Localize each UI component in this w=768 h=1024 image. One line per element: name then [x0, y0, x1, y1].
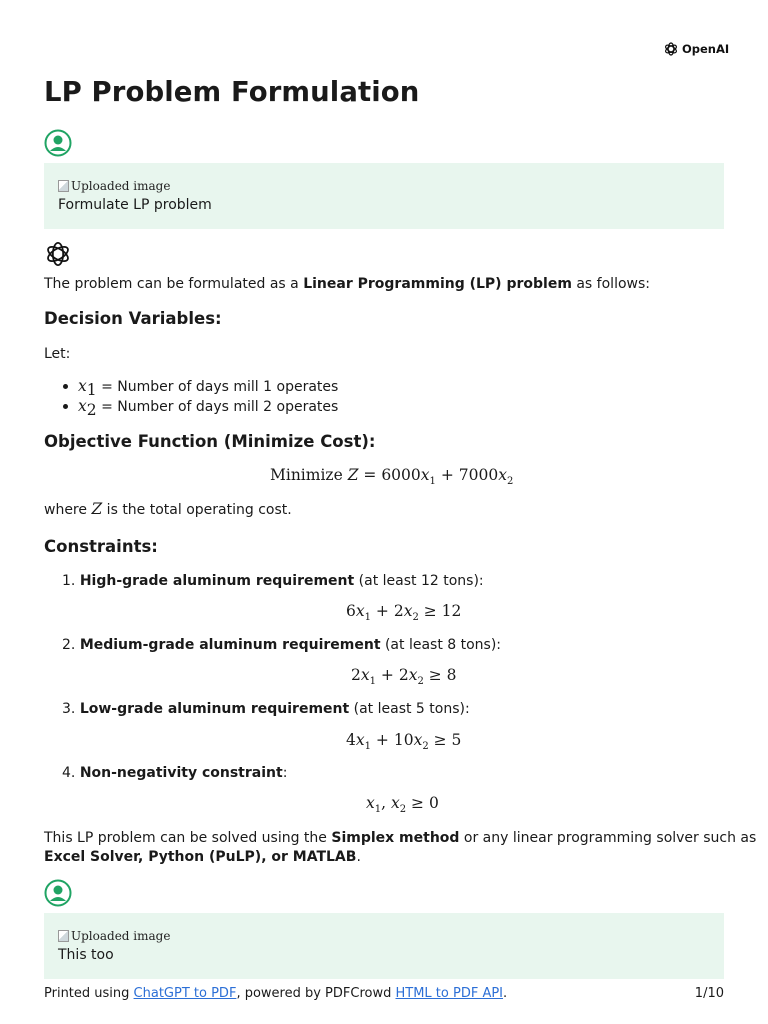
let-text: Let: — [44, 346, 71, 362]
list-item: $x_2$ = Number of days mill 2 operates — [78, 397, 338, 419]
user-avatar-icon — [44, 879, 72, 907]
constraint-item: 2. Medium-grade aluminum requirement (at least 8 tons): — [62, 637, 502, 653]
brand — [663, 41, 729, 57]
where-text: where Z is the total operating cost. — [44, 500, 292, 518]
footer-credit: Printed using ChatGPT to PDF, powered by PDFCrowd HTML to PDF API. — [44, 986, 508, 1001]
outro-paragraph: This LP problem can be solved using the Simplex method or any linear programming solver such as — [44, 830, 757, 846]
assistant-logo-icon — [44, 240, 72, 268]
footer — [44, 986, 724, 1001]
broken-image-icon — [58, 930, 69, 942]
uploaded-image[interactable]: Uploaded image — [58, 929, 170, 943]
constraint-item: 3. Low-grade aluminum requirement (at least 5 tons): — [62, 701, 470, 717]
objective-equation: Minimize $Z = 6000x_1 + 7000x_2$ — [270, 466, 514, 488]
objective-heading: Objective Function (Minimize Cost): — [44, 432, 376, 451]
html-to-pdf-api-link[interactable]: HTML to PDF API — [395, 986, 504, 1001]
page-title: LP Problem Formulation — [44, 76, 420, 108]
user-message — [44, 913, 724, 979]
user-message-text: Formulate LP problem — [58, 197, 212, 213]
broken-image-icon — [58, 180, 69, 192]
constraint-equation: $x_1$, $x_2 \ge 0$ — [366, 794, 439, 816]
constraint-equation: $4x_1 + 10x_2 \ge 5$ — [346, 731, 462, 753]
constraint-equation: $6x_1 + 2x_2 \ge 12$ — [346, 602, 462, 624]
constraint-item: 4. Non-negativity constraint: — [62, 765, 288, 781]
outro-paragraph-line2: Excel Solver, Python (PuLP), or MATLAB. — [44, 849, 361, 865]
decision-variables-heading: Decision Variables: — [44, 309, 222, 328]
uploaded-image[interactable]: Uploaded image — [58, 179, 170, 193]
user-avatar-icon — [44, 129, 72, 157]
user-message-text: This too — [58, 947, 114, 963]
constraint-item: 1. High-grade aluminum requirement (at least 12 tons): — [62, 573, 484, 589]
bullet — [63, 404, 68, 409]
user-message — [44, 163, 724, 229]
bullet — [63, 384, 68, 389]
intro-paragraph: The problem can be formulated as a Linear Programming (LP) problem as follows: — [44, 276, 650, 292]
constraints-heading: Constraints: — [44, 537, 158, 556]
list-item: $x_1$ = Number of days mill 1 operates — [78, 377, 338, 399]
brand-name: OpenAI — [682, 42, 730, 56]
openai-logo-icon — [663, 41, 679, 57]
constraint-equation: $2x_1 + 2x_2 \ge 8$ — [351, 666, 457, 688]
chatgpt-to-pdf-link[interactable]: ChatGPT to PDF — [133, 986, 237, 1001]
page-number: 1/10 — [694, 986, 724, 1001]
